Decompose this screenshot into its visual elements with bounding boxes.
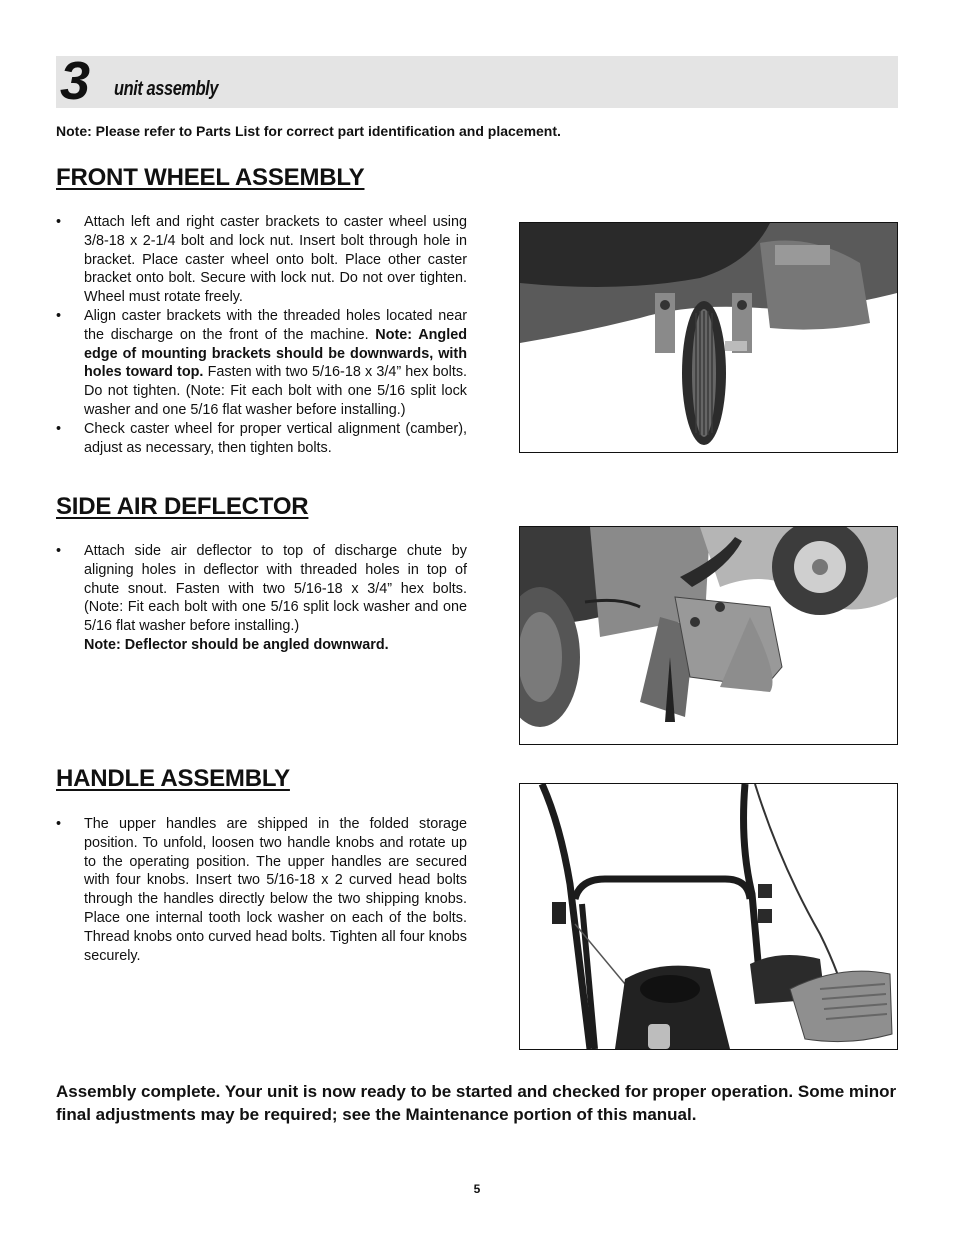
bullet-marker: •	[56, 816, 62, 832]
instruction-text: Check caster wheel for proper vertical alignment (camber), adjust as necessary, then tighten bolts.	[84, 420, 467, 456]
section-number: 3	[60, 51, 89, 111]
assembly-complete-note: Assembly complete. Your unit is now ready to be started and checked for proper operation. Some minor final adjustments may be required; see the Maintenance portion of this manual.	[56, 1082, 897, 1124]
front-wheel-instructions	[56, 213, 467, 457]
instruction-text: Attach left and right caster brackets to caster wheel using 3/8-18 x 2-1/4 bolt and lock nut. Insert bolt through hole in bracket. Place caster wheel onto bolt. Place other caster bracket onto bolt. Secure with lock nut. Do not over tighten. Wheel must rotate freely.	[84, 214, 467, 306]
instruction-note: Note: Deflector should be angled downward.	[84, 636, 389, 653]
instruction-text: Align caster brackets with the threaded holes located near the discharge on the front of the machine.	[84, 307, 467, 343]
bullet-marker: •	[56, 420, 62, 437]
list-item	[56, 307, 467, 420]
instruction-text: Fasten with two 5/16-18 x 3/4” hex bolts. Do not tighten. (Note: Fit each bolt with one 5/16 split lock washer and one 5/16 flat washer before installing.)	[84, 364, 468, 418]
side-air-deflector-instructions	[56, 542, 467, 655]
list-item	[56, 420, 467, 458]
section-title: unit assembly	[114, 78, 219, 100]
instruction-note: Note: Angled edge of mounting brackets should be downwards, with holes toward top.	[84, 326, 468, 381]
side-air-deflector-photo	[519, 526, 898, 745]
bullet-marker: •	[56, 307, 62, 324]
heading-front-wheel-assembly: FRONT WHEEL ASSEMBLY	[56, 164, 365, 191]
list-item	[56, 213, 467, 307]
parts-list-note: Note: Please refer to Parts List for correct part identification and placement.	[56, 123, 561, 139]
bullet-marker: •	[56, 214, 62, 230]
front-wheel-photo	[519, 222, 898, 453]
handle-assembly-instructions	[56, 815, 467, 965]
heading-handle-assembly: HANDLE ASSEMBLY	[56, 765, 290, 792]
instruction-text: Attach side air deflector to top of discharge chute by aligning holes in deflector with threaded holes in top of chute snout. Fasten with two 5/16-18 x 3/4” hex bolts. (Note: Fit each bolt with one 5/16 split lock washer and one 5/16 flat washer before installing.)	[84, 543, 467, 635]
instruction-text: The upper handles are shipped in the folded storage position. To unfold, loosen two handle knobs and rotate up to the operating position. The upper handles are secured with four knobs. Insert two 5/16-18 x 2 curved head bolts through the handles directly below the two shipping knobs. Place one internal tooth lock washer on each of the bolts. Thread knobs onto curved head bolts. Tighten all four knobs securely.	[84, 816, 467, 964]
list-item	[56, 815, 467, 965]
heading-side-air-deflector: SIDE AIR DEFLECTOR	[56, 493, 309, 520]
list-item	[56, 542, 467, 655]
bullet-marker: •	[56, 543, 62, 559]
page-number: 5	[473, 1182, 481, 1196]
handle-assembly-photo	[519, 783, 898, 1050]
